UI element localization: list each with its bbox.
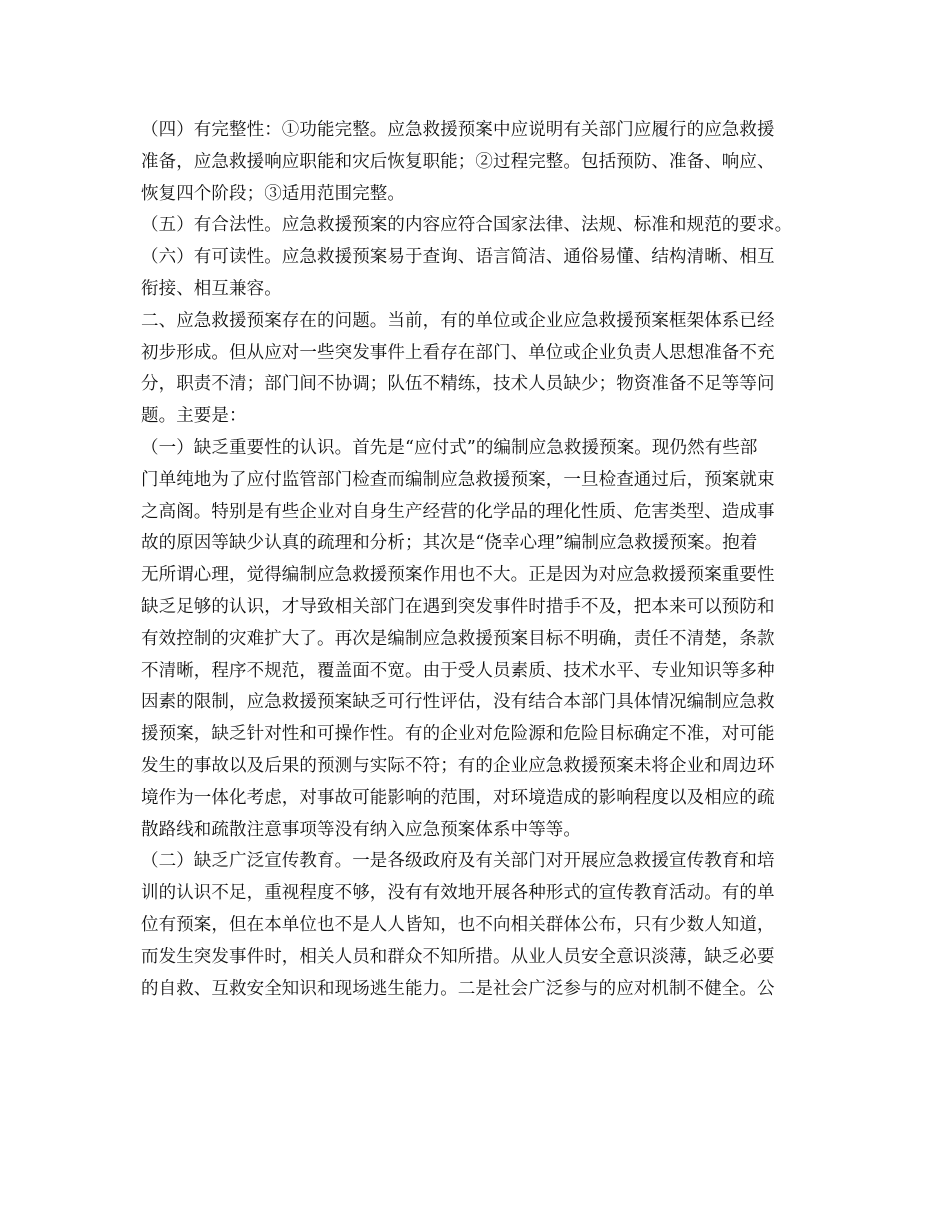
text-line: （二）缺乏广泛宣传教育。一是各级政府及有关部门对开展应急救援宣传教育和培 [141, 851, 775, 872]
text-line: 散路线和疏散注意事项等没有纳入应急预案体系中等等。 [141, 819, 581, 840]
text-line: 之高阁。特别是有些企业对自身生产经营的化学品的理化性质、危害类型、造成事 [141, 501, 775, 522]
text-line: 位有预案，但在本单位也不是人人皆知，也不向相关群体公布，只有少数人知道， [141, 914, 775, 935]
text-line: 发生的事故以及后果的预测与实际不符；有的企业应急救援预案未将企业和周边环 [141, 755, 775, 776]
text-line: （六）有可读性。应急救援预案易于查询、语言简洁、通俗易懂、结构清晰、相互 [141, 247, 775, 268]
text-line: 分，职责不清；部门间不协调；队伍不精练，技术人员缺少；物资准备不足等等问 [141, 374, 775, 395]
text-line: 境作为一体化考虑，对事故可能影响的范围，对环境造成的影响程度以及相应的疏 [141, 787, 775, 808]
text-line: （五）有合法性。应急救援预案的内容应符合国家法律、法规、标准和规范的要求。 [141, 215, 793, 236]
text-line: 因素的限制，应急救援预案缺乏可行性评估，没有结合本部门具体情况编制应急救 [141, 692, 775, 713]
text-line: 二、应急救援预案存在的问题。当前，有的单位或企业应急救援预案框架体系已经 [141, 310, 775, 331]
text-line: 无所谓心理，觉得编制应急救援预案作用也不大。正是因为对应急救援预案重要性 [141, 565, 775, 586]
text-line: 援预案，缺乏针对性和可操作性。有的企业对危险源和危险目标确定不准，对可能 [141, 724, 775, 745]
text-line: 故的原因等缺少认真的疏理和分析；其次是“侥幸心理”编制应急救援预案。抱着 [141, 533, 758, 554]
text-line: 题。主要是： [141, 406, 247, 427]
text-line: 初步形成。但从应对一些突发事件上看存在部门、单位或企业负责人思想准备不充 [141, 342, 775, 363]
text-line: 不清晰，程序不规范，覆盖面不宽。由于受人员素质、技术水平、专业知识等多种 [141, 660, 775, 681]
text-line: 有效控制的灾难扩大了。再次是编制应急救援预案目标不明确，责任不清楚，条款 [141, 628, 775, 649]
text-line: （一）缺乏重要性的认识。首先是“应付式”的编制应急救援预案。现仍然有些部 [141, 437, 758, 458]
text-line: 训的认识不足，重视程度不够，没有有效地开展各种形式的宣传教育活动。有的单 [141, 883, 775, 904]
text-line: 准备，应急救援响应职能和灾后恢复职能；②过程完整。包括预防、准备、响应、 [141, 151, 775, 172]
text-line: 衔接、相互兼容。 [141, 278, 282, 299]
text-line: 缺乏足够的认识，才导致相关部门在遇到突发事件时措手不及，把本来可以预防和 [141, 596, 775, 617]
text-line: 门单纯地为了应付监管部门检查而编制应急救援预案，一旦检查通过后，预案就束 [141, 469, 775, 490]
text-line: 而发生突发事件时，相关人员和群众不知所措。从业人员安全意识淡薄，缺乏必要 [141, 946, 775, 967]
document-body [141, 115, 841, 1005]
text-line: 恢复四个阶段；③适用范围完整。 [141, 183, 405, 204]
text-line: 的自救、互救安全知识和现场逃生能力。二是社会广泛参与的应对机制不健全。公 [141, 978, 775, 999]
text-line: （四）有完整性：①功能完整。应急救援预案中应说明有关部门应履行的应急救援 [141, 120, 775, 140]
